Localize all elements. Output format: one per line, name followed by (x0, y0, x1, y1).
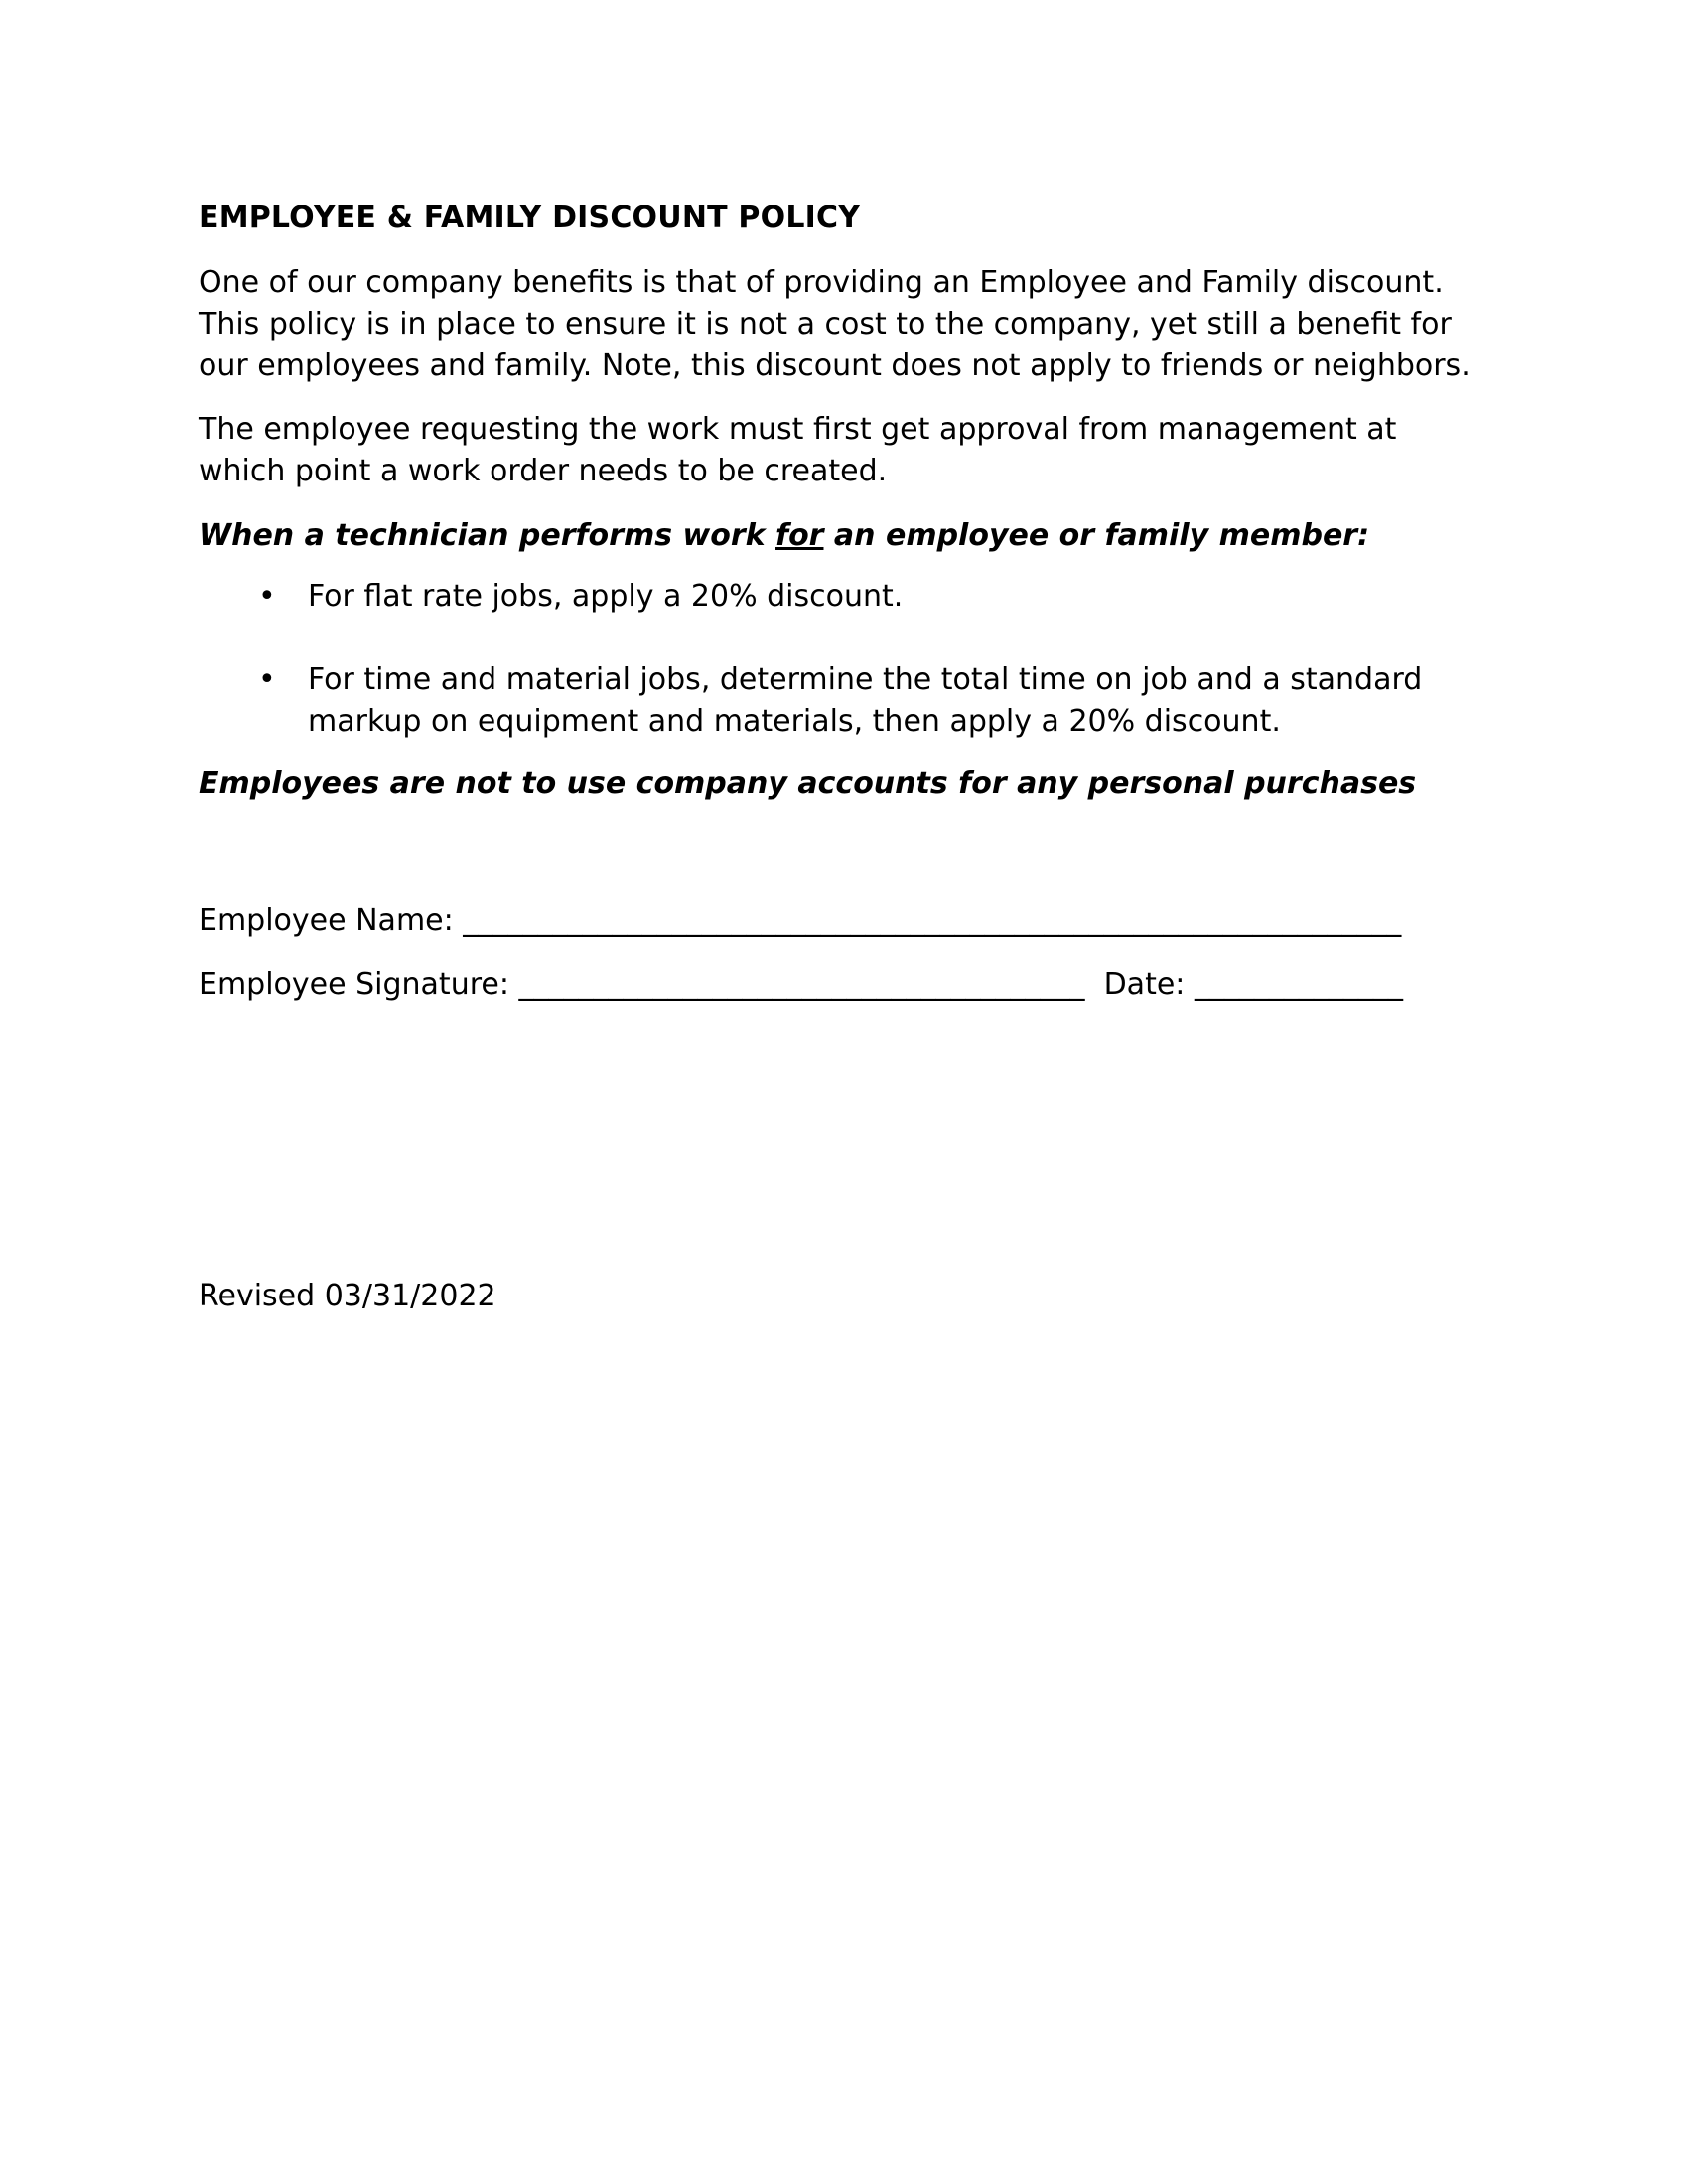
employee-name-line (199, 899, 1489, 943)
employee-name-label: Employee Name: (199, 903, 454, 938)
spacer (199, 824, 1489, 899)
technician-heading-after: an employee or family member: (823, 518, 1370, 553)
revised-date: Revised 03/31/2022 (199, 1279, 496, 1313)
employee-signature-field[interactable]: ______________________________________ (518, 967, 1085, 1002)
paragraph-approval: The employee requesting the work must first get approval from management at which point a work order needs to be created. (199, 412, 1397, 488)
employee-signature-line (199, 963, 1489, 1007)
bullet-icon: • (258, 579, 276, 614)
list-item (199, 576, 1489, 617)
discount-rules-list (199, 576, 1489, 743)
technician-heading-before: When a technician performs work (199, 518, 776, 553)
bullet-icon: • (258, 662, 276, 697)
document-title: EMPLOYEE & FAMILY DISCOUNT POLICY (199, 201, 861, 235)
date-label: Date: (1103, 967, 1186, 1002)
policy-document (199, 197, 1489, 1026)
technician-heading-underlined: for (775, 518, 824, 553)
list-item (199, 659, 1489, 743)
date-field[interactable]: ______________ (1194, 967, 1403, 1002)
company-accounts-note: Employees are not to use company accounts for any personal purchases (199, 766, 1417, 801)
employee-name-field[interactable]: _______________________________________________________________ (463, 903, 1402, 938)
list-item-text: For flat rate jobs, apply a 20% discount. (308, 579, 904, 614)
paragraph-benefits: One of our company benefits is that of providing an Employee and Family discount. This policy is in place to ensure it is not a cost to the company, yet still a benefit for our employees and family. Note, this discount does not apply to friends or neighbors. (199, 265, 1471, 383)
employee-signature-label: Employee Signature: (199, 967, 509, 1002)
list-item-text: For time and material jobs, determine the total time on job and a standard markup on equipment and materials, then apply a 20% discount. (308, 662, 1423, 739)
technician-heading (199, 514, 1489, 558)
